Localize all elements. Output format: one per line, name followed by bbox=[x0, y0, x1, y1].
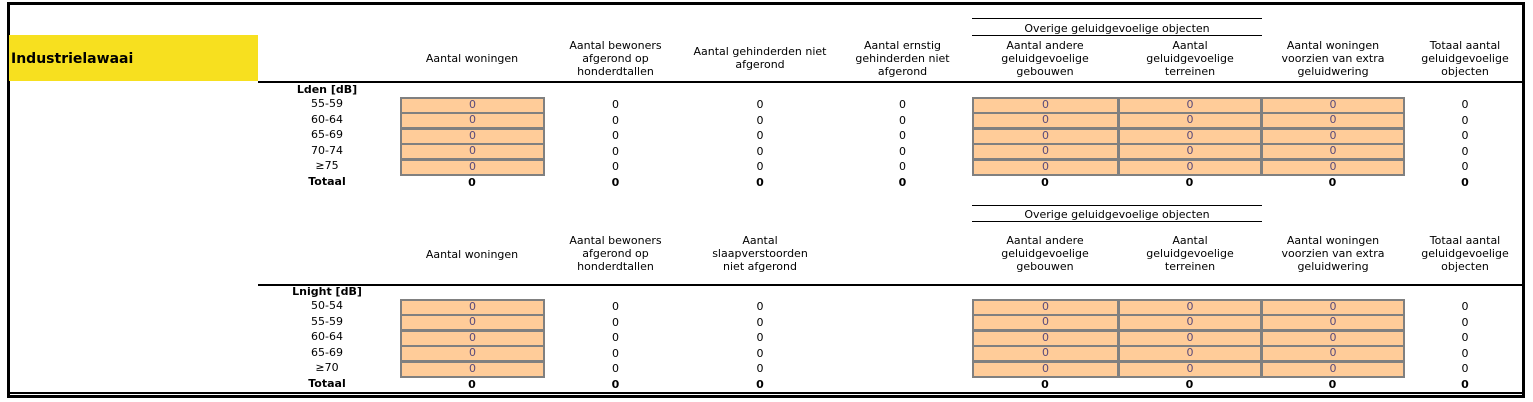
input-cell[interactable]: 0 bbox=[972, 128, 1119, 145]
total-cell: 0 bbox=[1041, 378, 1049, 391]
input-cell[interactable]: 0 bbox=[1261, 314, 1405, 331]
total-cell: 0 bbox=[1185, 378, 1194, 391]
input-cell[interactable]: 0 bbox=[1261, 361, 1405, 378]
band-row-label: 60-64 bbox=[311, 330, 343, 344]
value-cell: 0 bbox=[612, 346, 619, 360]
total-cell: 0 bbox=[1041, 176, 1049, 189]
band-row-label: ≥70 bbox=[315, 361, 339, 375]
input-cell[interactable]: 0 bbox=[1261, 97, 1405, 114]
input-cell[interactable]: 0 bbox=[1118, 128, 1262, 145]
lnight-col-header: Aantal woningen bbox=[425, 248, 519, 261]
input-cell[interactable]: 0 bbox=[972, 330, 1119, 347]
value-cell: 0 bbox=[612, 98, 619, 111]
value-cell: 0 bbox=[899, 144, 906, 158]
value-cell: 0 bbox=[1461, 98, 1469, 111]
input-cell[interactable]: 0 bbox=[400, 345, 545, 362]
value-cell: 0 bbox=[756, 300, 764, 313]
input-cell[interactable]: 0 bbox=[1261, 143, 1405, 160]
value-cell: 0 bbox=[899, 98, 906, 111]
input-cell[interactable]: 0 bbox=[400, 128, 545, 145]
value-cell: 0 bbox=[612, 315, 619, 329]
band-row-label: 65-69 bbox=[311, 128, 343, 142]
band-row-label: 55-59 bbox=[311, 314, 343, 328]
value-cell: 0 bbox=[1461, 315, 1469, 329]
input-cell[interactable]: 0 bbox=[972, 143, 1119, 160]
lden-col-header: Aantal woningen bbox=[425, 52, 519, 65]
input-cell[interactable]: 0 bbox=[972, 159, 1119, 176]
group-bottom-rule bbox=[972, 35, 1262, 36]
value-cell: 0 bbox=[899, 129, 906, 143]
input-cell[interactable]: 0 bbox=[400, 112, 545, 129]
section-title: Industrielawaai bbox=[11, 51, 134, 67]
total-cell: 0 bbox=[1461, 176, 1469, 189]
input-cell[interactable]: 0 bbox=[1261, 128, 1405, 145]
value-cell: 0 bbox=[756, 129, 764, 143]
input-cell[interactable]: 0 bbox=[972, 361, 1119, 378]
input-cell[interactable]: 0 bbox=[1261, 112, 1405, 129]
band-row-label: ≥75 bbox=[315, 159, 339, 173]
input-cell[interactable]: 0 bbox=[972, 345, 1119, 362]
lnight-group-label: Overige geluidgevoelige objecten bbox=[1024, 208, 1210, 221]
input-cell[interactable]: 0 bbox=[400, 143, 545, 160]
total-cell: 0 bbox=[898, 176, 907, 189]
lden-header-rule bbox=[258, 81, 1522, 83]
lden-col-header: Aantal ernstig gehinderden niet afgerond bbox=[855, 39, 950, 78]
total-cell: 0 bbox=[468, 378, 476, 391]
value-cell: 0 bbox=[756, 331, 764, 345]
lden-unit-label: Lden [dB] bbox=[296, 83, 358, 96]
value-cell: 0 bbox=[756, 315, 764, 329]
lden-col-header: Aantal geluidgevoelige terreinen bbox=[1146, 39, 1234, 78]
lden-col-header: Aantal bewoners afgerond op honderdtallen bbox=[569, 39, 662, 78]
lden-col-header: Totaal aantal geluidgevoelige objecten bbox=[1421, 39, 1509, 78]
total-cell: 0 bbox=[1328, 378, 1337, 391]
total-cell: 0 bbox=[1461, 378, 1469, 391]
lnight-col-header: Aantal slaapverstoorden niet afgerond bbox=[712, 234, 808, 273]
input-cell[interactable]: 0 bbox=[1118, 143, 1262, 160]
value-cell: 0 bbox=[899, 113, 906, 127]
lnight-col-header: Totaal aantal geluidgevoelige objecten bbox=[1421, 234, 1509, 273]
input-cell[interactable]: 0 bbox=[400, 299, 545, 316]
value-cell: 0 bbox=[1461, 300, 1469, 313]
band-row-label: 70-74 bbox=[311, 143, 343, 157]
value-cell: 0 bbox=[612, 362, 619, 376]
lnight-col-header: Aantal andere geluidgevoelige gebouwen bbox=[1001, 234, 1089, 273]
value-cell: 0 bbox=[612, 144, 619, 158]
input-cell[interactable]: 0 bbox=[1261, 345, 1405, 362]
bottom-rule bbox=[7, 392, 1525, 394]
band-row-label: 50-54 bbox=[311, 299, 343, 312]
value-cell: 0 bbox=[1461, 113, 1469, 127]
group-top-rule bbox=[972, 205, 1262, 206]
value-cell: 0 bbox=[1461, 362, 1469, 376]
section-title-block bbox=[9, 35, 258, 81]
total-cell: 0 bbox=[468, 176, 476, 189]
band-row-label: 65-69 bbox=[311, 345, 343, 359]
value-cell: 0 bbox=[612, 331, 619, 345]
input-cell[interactable]: 0 bbox=[400, 159, 545, 176]
total-cell: 0 bbox=[1328, 176, 1337, 189]
input-cell[interactable]: 0 bbox=[1118, 159, 1262, 176]
value-cell: 0 bbox=[612, 129, 619, 143]
value-cell: 0 bbox=[756, 346, 764, 360]
value-cell: 0 bbox=[756, 144, 764, 158]
value-cell: 0 bbox=[1461, 129, 1469, 143]
value-cell: 0 bbox=[612, 160, 619, 174]
total-row-label: Totaal bbox=[308, 377, 346, 390]
value-cell: 0 bbox=[1461, 144, 1469, 158]
input-cell[interactable]: 0 bbox=[1118, 330, 1262, 347]
input-cell[interactable]: 0 bbox=[1261, 330, 1405, 347]
total-cell: 0 bbox=[611, 378, 620, 391]
input-cell[interactable]: 0 bbox=[972, 97, 1119, 114]
input-cell[interactable]: 0 bbox=[400, 330, 545, 347]
value-cell: 0 bbox=[612, 300, 619, 313]
input-cell[interactable]: 0 bbox=[972, 112, 1119, 129]
total-cell: 0 bbox=[756, 176, 764, 189]
band-row-label: 55-59 bbox=[311, 97, 343, 110]
input-cell[interactable]: 0 bbox=[1118, 345, 1262, 362]
input-cell[interactable]: 0 bbox=[1118, 112, 1262, 129]
lnight-col-header: Aantal woningen voorzien van extra geluidwering bbox=[1281, 234, 1385, 273]
lden-col-header: Aantal andere geluidgevoelige gebouwen bbox=[1001, 39, 1089, 78]
input-cell[interactable]: 0 bbox=[1118, 299, 1262, 316]
group-bottom-rule bbox=[972, 221, 1262, 222]
total-cell: 0 bbox=[611, 176, 620, 189]
value-cell: 0 bbox=[756, 98, 764, 111]
input-cell[interactable]: 0 bbox=[972, 299, 1119, 316]
input-cell[interactable]: 0 bbox=[1118, 361, 1262, 378]
input-cell[interactable]: 0 bbox=[1118, 97, 1262, 114]
lnight-unit-label: Lnight [dB] bbox=[292, 285, 362, 298]
input-cell[interactable]: 0 bbox=[400, 361, 545, 378]
lnight-header-rule bbox=[258, 284, 1522, 286]
lden-col-header: Aantal gehinderden niet afgerond bbox=[693, 45, 827, 71]
input-cell[interactable]: 0 bbox=[1261, 159, 1405, 176]
value-cell: 0 bbox=[756, 160, 764, 174]
input-cell[interactable]: 0 bbox=[400, 314, 545, 331]
total-row-label: Totaal bbox=[308, 175, 346, 188]
input-cell[interactable]: 0 bbox=[400, 97, 545, 114]
lnight-col-header: Aantal geluidgevoelige terreinen bbox=[1146, 234, 1234, 273]
value-cell: 0 bbox=[1461, 160, 1469, 174]
lden-col-header: Aantal woningen voorzien van extra geluidwering bbox=[1281, 39, 1385, 78]
value-cell: 0 bbox=[1461, 331, 1469, 345]
value-cell: 0 bbox=[756, 113, 764, 127]
lnight-col-header: Aantal bewoners afgerond op honderdtallen bbox=[569, 234, 662, 273]
value-cell: 0 bbox=[612, 113, 619, 127]
value-cell: 0 bbox=[1461, 346, 1469, 360]
group-top-rule bbox=[972, 18, 1262, 19]
lden-group-label: Overige geluidgevoelige objecten bbox=[1024, 22, 1210, 35]
value-cell: 0 bbox=[756, 362, 764, 376]
input-cell[interactable]: 0 bbox=[1261, 299, 1405, 316]
band-row-label: 60-64 bbox=[311, 112, 343, 126]
value-cell: 0 bbox=[899, 160, 906, 174]
total-cell: 0 bbox=[1185, 176, 1194, 189]
input-cell[interactable]: 0 bbox=[972, 314, 1119, 331]
input-cell[interactable]: 0 bbox=[1118, 314, 1262, 331]
total-cell: 0 bbox=[756, 378, 764, 391]
